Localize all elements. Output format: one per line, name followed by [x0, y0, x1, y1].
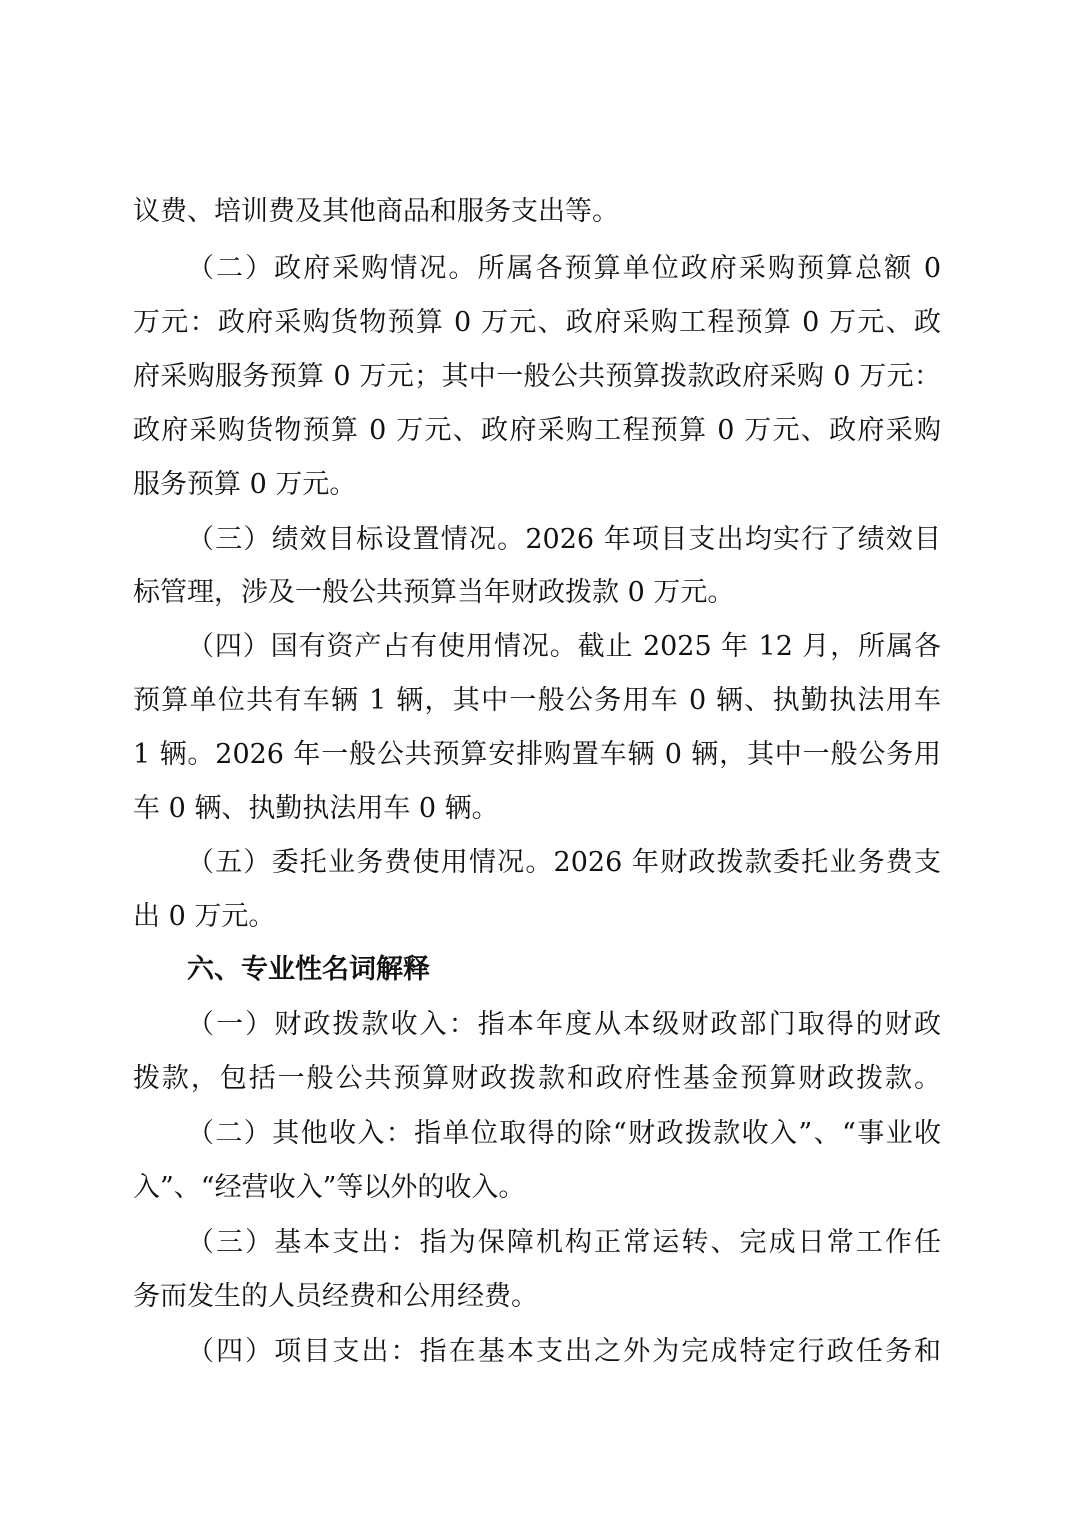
- text-line: （二）政府采购情况。所属各预算单位政府采购预算总额 0: [187, 253, 941, 284]
- text-line: （一）财政拨款收入：指本年度从本级财政部门取得的财政: [187, 1009, 941, 1040]
- text-line: 标管理，涉及一般公共预算当年财政拨款 0 万元。: [133, 577, 735, 608]
- text-line: （四）国有资产占有使用情况。截止 2025 年 12 月，所属各: [187, 631, 941, 662]
- text-line: 政府采购货物预算 0 万元、政府采购工程预算 0 万元、政府采购: [133, 415, 941, 446]
- text-line: 拨款，包括一般公共预算财政拨款和政府性基金预算财政拨款。: [133, 1063, 941, 1094]
- text-line: 万元：政府采购货物预算 0 万元、政府采购工程预算 0 万元、政: [133, 307, 941, 338]
- text-line: 议费、培训费及其他商品和服务支出等。: [133, 196, 619, 227]
- section-heading: 六、专业性名词解释: [187, 954, 430, 985]
- text-line: （三）绩效目标设置情况。2026 年项目支出均实行了绩效目: [187, 524, 941, 555]
- text-line: （五）委托业务费使用情况。2026 年财政拨款委托业务费支: [187, 847, 941, 878]
- text-line: 服务预算 0 万元。: [133, 469, 357, 500]
- text-line: 府采购服务预算 0 万元；其中一般公共预算拨款政府采购 0 万元：: [133, 361, 941, 392]
- text-line: （四）项目支出：指在基本支出之外为完成特定行政任务和: [187, 1336, 941, 1367]
- text-line: 预算单位共有车辆 1 辆，其中一般公务用车 0 辆、执勤执法用车: [133, 685, 941, 716]
- text-line: 1 辆。2026 年一般公共预算安排购置车辆 0 辆，其中一般公务用: [133, 739, 941, 770]
- text-line: （二）其他收入：指单位取得的除“财政拨款收入”、“事业收: [187, 1118, 941, 1149]
- text-line: 入”、“经营收入”等以外的收入。: [133, 1172, 526, 1203]
- text-line: 出 0 万元。: [133, 901, 276, 932]
- text-line: 务而发生的人员经费和公用经费。: [133, 1281, 538, 1312]
- text-line: （三）基本支出：指为保障机构正常运转、完成日常工作任: [187, 1227, 941, 1258]
- text-line: 车 0 辆、执勤执法用车 0 辆。: [133, 793, 499, 824]
